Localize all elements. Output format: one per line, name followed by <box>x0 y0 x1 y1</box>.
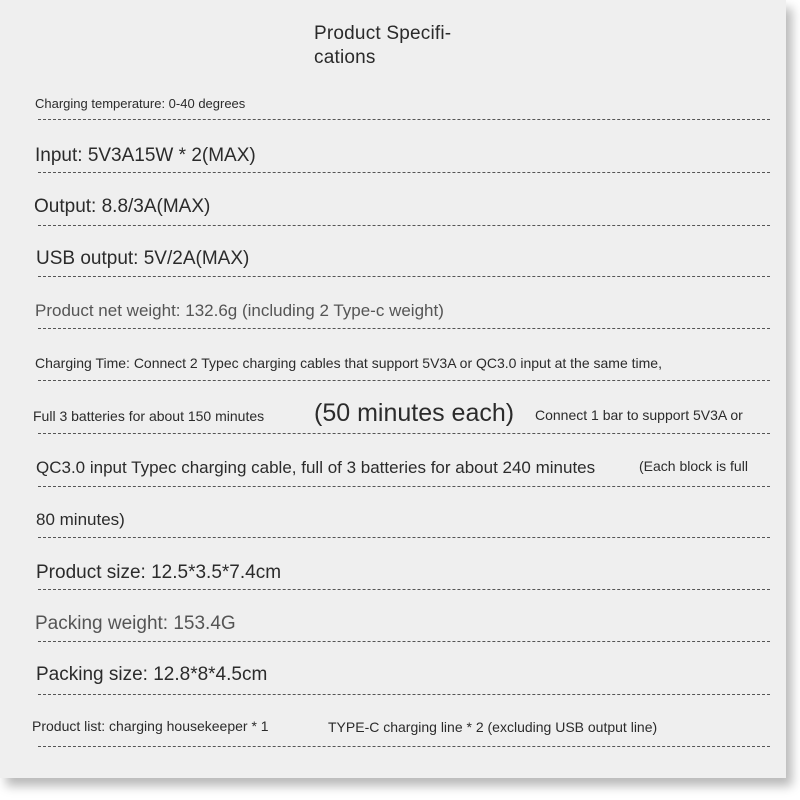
divider <box>38 694 770 695</box>
spec-usb-output: USB output: 5V/2A(MAX) <box>36 248 250 269</box>
page-title-line-1: Product Specifi- <box>314 23 452 44</box>
spec-packing-size: Packing size: 12.8*8*4.5cm <box>36 664 268 685</box>
spec-packing-weight: Packing weight: 153.4G <box>35 613 236 634</box>
spec-product-size: Product size: 12.5*3.5*7.4cm <box>36 562 282 583</box>
divider <box>38 172 770 173</box>
spec-product-list-a: Product list: charging housekeeper * 1 <box>32 718 269 734</box>
spec-output: Output: 8.8/3A(MAX) <box>34 196 211 217</box>
spec-net-weight: Product net weight: 132.6g (including 2 Type-c weight) <box>35 301 444 320</box>
page-title <box>314 22 451 70</box>
spec-charging-time-emphasis: (50 minutes each) <box>314 399 515 427</box>
divider <box>38 641 770 642</box>
divider <box>38 225 770 226</box>
divider <box>38 746 770 747</box>
divider <box>38 328 770 329</box>
spec-charging-time-line-2a: Full 3 batteries for about 150 minutes <box>33 408 265 424</box>
spec-product-list-b: TYPE-C charging line * 2 (excluding USB output line) <box>328 719 658 735</box>
divider <box>38 537 770 538</box>
spec-charging-time-line-1: Charging Time: Connect 2 Typec charging cables that support 5V3A or QC3.0 input at the same time, <box>35 355 662 371</box>
spec-charging-time-line-4: 80 minutes) <box>36 510 125 529</box>
spec-charging-time-line-3a: QC3.0 input Typec charging cable, full of 3 batteries for about 240 minutes <box>36 458 596 477</box>
divider <box>38 380 770 381</box>
spec-charging-time-line-3b: (Each block is full <box>639 458 748 474</box>
spec-input: Input: 5V3A15W * 2(MAX) <box>35 145 256 166</box>
divider <box>38 119 770 120</box>
divider <box>38 486 770 487</box>
spec-charging-time-line-2c: Connect 1 bar to support 5V3A or <box>535 407 743 423</box>
page-title-line-2: cations <box>314 47 376 68</box>
divider <box>38 276 770 277</box>
divider <box>38 433 770 434</box>
divider <box>38 589 770 590</box>
spec-charging-temperature: Charging temperature: 0-40 degrees <box>35 96 246 111</box>
